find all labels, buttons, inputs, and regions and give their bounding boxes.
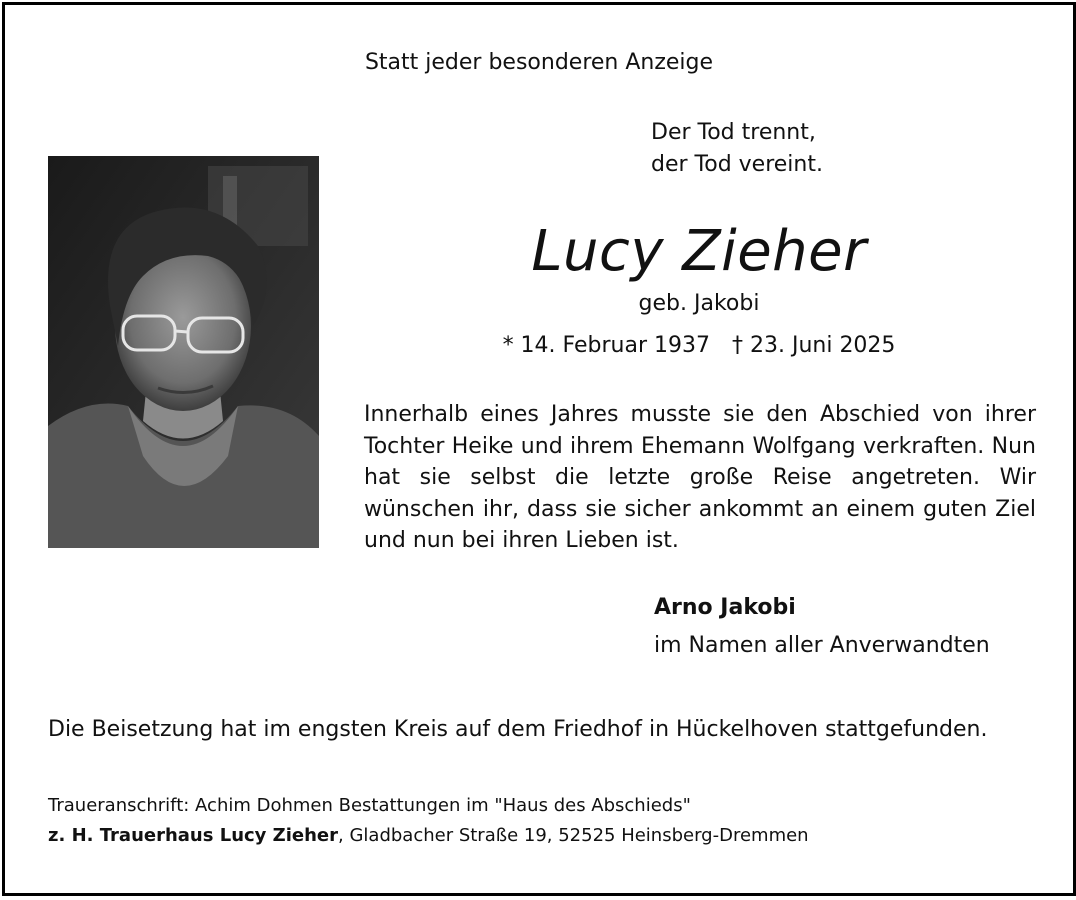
address-line-1: Traueranschrift: Achim Dohmen Bestattungen im "Haus des Abschieds" — [48, 795, 691, 816]
birth-date: * 14. Februar 1937 — [502, 333, 710, 358]
birth-name: geb. Jakobi — [638, 291, 760, 316]
notice-text: Innerhalb eines Jahres musste sie den Abschied von ihrer Tochter Heike und ihrem Ehemann Wolfgang verkraften. Nun hat sie selbst die letzte große Reise angetreten. Wir wünschen ihr, dass sie sicher ankommt an einem guten Ziel und nun bei ihren Lieben ist. — [364, 402, 1036, 553]
motto-line-2: der Tod vereint. — [651, 152, 823, 177]
signature-name: Arno Jakobi — [654, 595, 796, 620]
motto — [651, 117, 823, 181]
signature-note: im Namen aller Anverwandten — [654, 633, 990, 658]
address-recipient: z. H. Trauerhaus Lucy Zieher — [48, 825, 339, 846]
motto-line-1: Der Tod trennt, — [651, 120, 816, 145]
portrait-photo-icon — [48, 156, 319, 548]
obituary-notice — [2, 2, 1076, 896]
life-dates — [365, 333, 1033, 358]
address-street: , Gladbacher Straße 19, 52525 Heinsberg-Dremmen — [338, 825, 809, 846]
death-date: † 23. Juni 2025 — [731, 333, 896, 358]
deceased-name: Lucy Zieher — [531, 219, 867, 284]
portrait-photo — [48, 156, 319, 548]
notice-header: Statt jeder besonderen Anzeige — [364, 50, 714, 75]
address-line-2 — [48, 825, 809, 846]
burial-note: Die Beisetzung hat im engsten Kreis auf dem Friedhof in Hückelhoven stattgefunden. — [48, 717, 988, 742]
